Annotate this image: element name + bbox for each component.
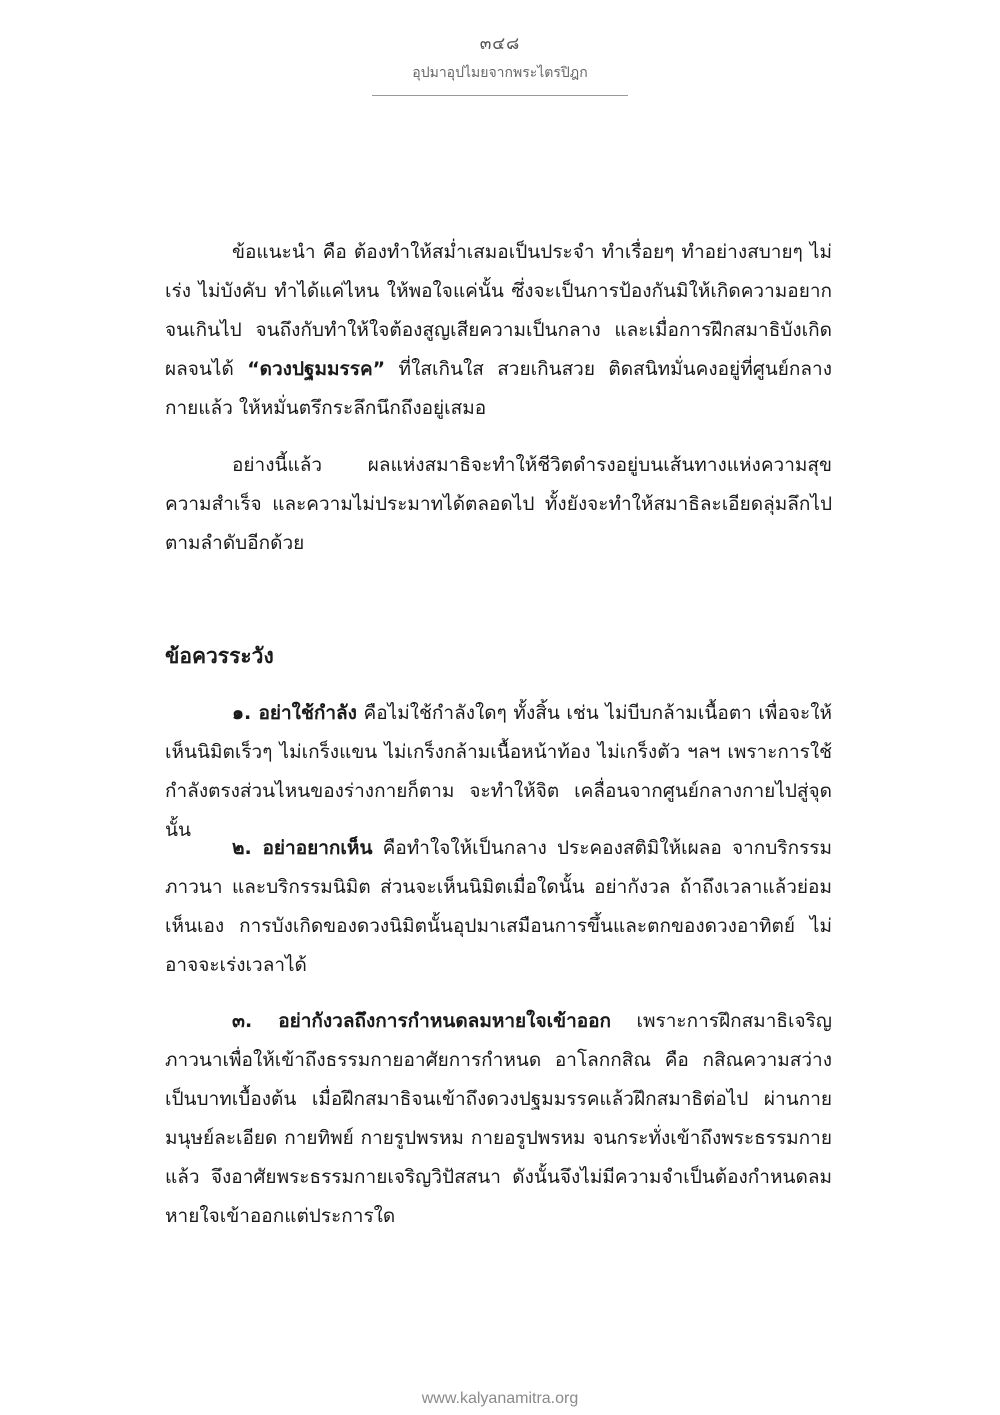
section-heading: ข้อควรระวัง	[165, 644, 274, 668]
running-header: อุปมาอุปไมยจากพระไตรปิฎก	[412, 65, 588, 81]
caution-item-3-text: เพราะการฝึกสมาธิเจริญภาวนาเพื่อให้เข้าถึงธรรมกายอาศัยการกำหนด อาโลกกสิณ คือ กสิณความสว่างเป็นบาทเบื้องต้น เมื่อฝึกสมาธิจนเข้าถึงดวงปฐมมรรคแล้วฝึกสมาธิต่อไป ผ่านกายมนุษย์ละเอียด กายทิพย์ กายรูปพรหม กายอรูปพรหม จนกระทั่งเข้าถึงพระธรรมกายแล้ว จึงอาศัยพระธรรมกายเจริญวิปัสสนา ดังนั้นจึงไม่มีความจำเป็นต้องกำหนดลมหายใจเข้าออกแต่ประการใด	[165, 1010, 832, 1227]
caution-item-1	[165, 694, 832, 850]
result-paragraph: อย่างนี้แล้ว ผลแห่งสมาธิจะทำให้ชีวิตดำรงอยู่บนเส้นทางแห่งความสุข ความสำเร็จ และความไม่ประมาทได้ตลอดไป ทั้งยังจะทำให้สมาธิละเอียดลุ่มลึกไปตามลำดับอีกด้วย	[165, 454, 832, 554]
advice-text-start: ข้อแนะนำ คือ ต้องทำให้สม่ำเสมอเป็นประจำ ทำเรื่อยๆ ทำอย่างสบายๆ ไม่เร่ง ไม่บังคับ ทำได้แค่ไหน ให้พอใจแค่นั้น ซึ่งจะเป็นการป้องกันมิให้เกิดความอยากจนเกินไป จนถึงกับทำให้ใจต้องสูญเสียความเป็นกลาง และเมื่อการฝึกสมาธิบังเกิดผลจนได้	[165, 241, 832, 380]
advice-text-end: ที่ใสเกินใส สวยเกินสวย ติดสนิทมั่นคงอยู่ที่ศูนย์กลางกายแล้ว ให้หมั่นตรึกระลึกนึกถึงอยู่เสมอ	[165, 358, 832, 419]
caution-item-2-title: ๒. อย่าอยากเห็น	[232, 837, 373, 859]
caution-item-3-title: ๓. อย่ากังวลถึงการกำหนดลมหายใจเข้าออก	[232, 1010, 612, 1032]
page-number: ๓๔๘	[479, 34, 521, 54]
header-rule	[372, 95, 628, 96]
caution-item-2	[165, 829, 832, 985]
caution-item-2-text: คือทำใจให้เป็นกลาง ประคองสติมิให้เผลอ จากบริกรรมภาวนา และบริกรรมนิมิต ส่วนจะเห็นนิมิตเมื่อใดนั้น อย่ากังวล ถ้าถึงเวลาแล้วย่อมเห็นเอง การบังเกิดของดวงนิมิตนั้นอุปมาเสมือนการขึ้นและตกของดวงอาทิตย์ ไม่อาจจะเร่งเวลาได้	[165, 837, 833, 976]
caution-item-3	[165, 1002, 832, 1236]
advice-emphasis: “ดวงปฐมมรรค”	[247, 358, 386, 380]
caution-item-1-title: ๑. อย่าใช้กำลัง	[232, 702, 357, 724]
caution-item-1-text: คือไม่ใช้กำลังใดๆ ทั้งสิ้น เช่น ไม่บีบกล้ามเนื้อตา เพื่อจะให้เห็นนิมิตเร็วๆ ไม่เกร็งแขน ไม่เกร็งกล้ามเนื้อหน้าท้อง ไม่เกร็งตัว ฯลฯ เพราะการใช้กำลังตรงส่วนไหนของร่างกายก็ตาม จะทำให้จิต เคลื่อนจากศูนย์กลางกายไปสู่จุดนั้น	[165, 702, 833, 841]
advice-paragraph	[165, 233, 832, 428]
footer-url: www.kalyanamitra.org	[421, 1390, 579, 1407]
